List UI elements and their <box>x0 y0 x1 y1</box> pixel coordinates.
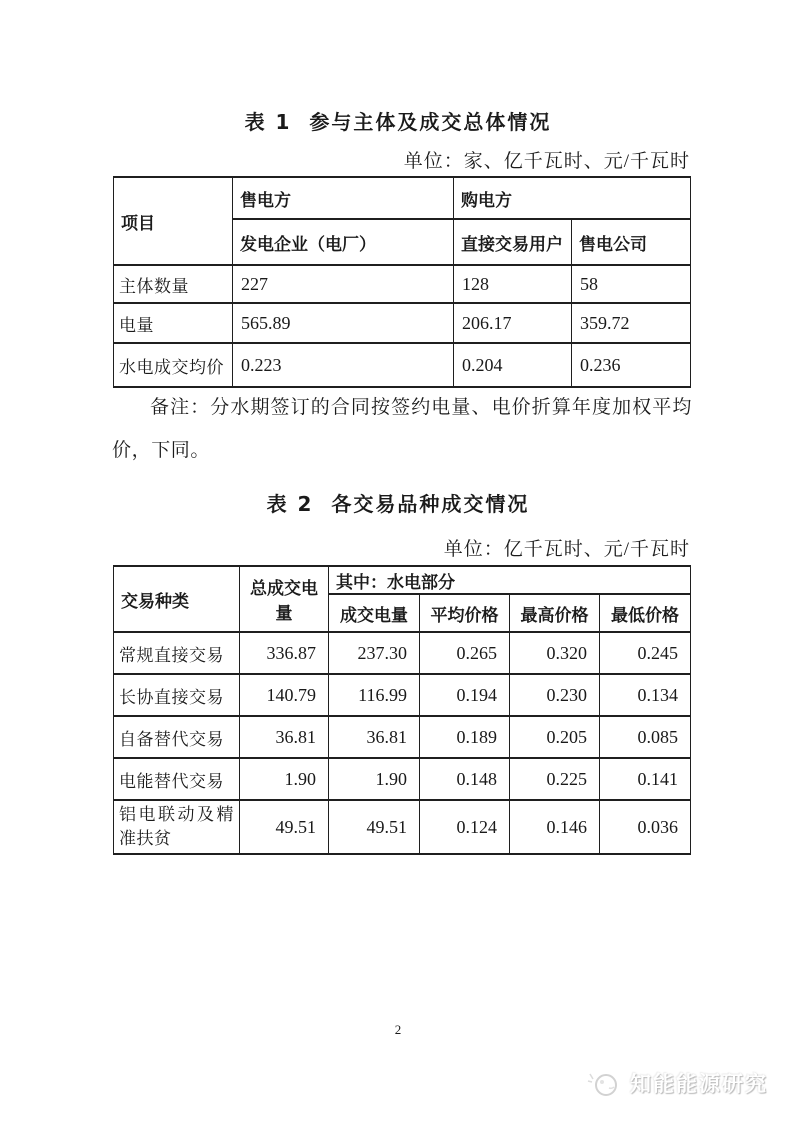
header-cell-buyer-group: 购电方 <box>454 177 691 219</box>
table-row <box>114 343 691 387</box>
value-cell: 359.72 <box>572 303 691 343</box>
label-cell: 长协直接交易 <box>114 674 240 716</box>
value-cell: 0.146 <box>510 800 600 854</box>
label-cell: 铝电联动及精准扶贫 <box>114 800 240 854</box>
header-cell-hydro-group: 其中：水电部分 <box>329 566 691 594</box>
brand-watermark <box>587 1068 768 1098</box>
header-cell-seller-sub: 发电企业（电厂） <box>233 219 454 265</box>
table1-unit-label: 单位：家、亿千瓦时、元/千瓦时 <box>403 151 690 172</box>
table1-title: 表 1 参与主体及成交总体情况 <box>244 110 552 134</box>
value-cell: 36.81 <box>240 716 329 758</box>
watermark-text: 知能能源研究 <box>630 1072 768 1096</box>
brand-logo-icon <box>587 1068 621 1098</box>
value-cell: 0.085 <box>600 716 691 758</box>
table2-title: 表 2 各交易品种成交情况 <box>266 492 530 516</box>
label-cell: 电量 <box>114 303 233 343</box>
value-cell: 565.89 <box>233 303 454 343</box>
value-cell: 227 <box>233 265 454 303</box>
value-cell: 49.51 <box>240 800 329 854</box>
label-cell: 主体数量 <box>114 265 233 303</box>
table-row <box>114 674 691 716</box>
page-number: 2 <box>394 1022 402 1037</box>
header-cell-sub4: 最低价格 <box>600 594 691 632</box>
value-cell: 36.81 <box>329 716 420 758</box>
table1-participants <box>113 176 691 388</box>
value-cell: 0.230 <box>510 674 600 716</box>
value-cell: 49.51 <box>329 800 420 854</box>
value-cell: 58 <box>572 265 691 303</box>
value-cell: 0.194 <box>420 674 510 716</box>
value-cell: 140.79 <box>240 674 329 716</box>
header-cell-item: 项目 <box>114 177 233 265</box>
label-cell: 电能替代交易 <box>114 758 240 800</box>
value-cell: 0.134 <box>600 674 691 716</box>
value-cell: 1.90 <box>240 758 329 800</box>
value-cell: 1.90 <box>329 758 420 800</box>
value-cell: 0.036 <box>600 800 691 854</box>
value-cell: 206.17 <box>454 303 572 343</box>
value-cell: 0.205 <box>510 716 600 758</box>
table-row <box>114 177 691 219</box>
value-cell: 0.141 <box>600 758 691 800</box>
header-cell-category: 交易种类 <box>114 566 240 632</box>
label-cell: 水电成交均价 <box>114 343 233 387</box>
label-cell: 自备替代交易 <box>114 716 240 758</box>
value-cell: 116.99 <box>329 674 420 716</box>
value-cell: 0.204 <box>454 343 572 387</box>
value-cell: 0.245 <box>600 632 691 674</box>
header-cell-buyer-sub2: 售电公司 <box>572 219 691 265</box>
header-cell-sub1: 成交电量 <box>329 594 420 632</box>
value-cell: 0.189 <box>420 716 510 758</box>
table-row <box>114 758 691 800</box>
table-row <box>114 716 691 758</box>
label-cell: 常规直接交易 <box>114 632 240 674</box>
header-cell-buyer-sub1: 直接交易用户 <box>454 219 572 265</box>
value-cell: 336.87 <box>240 632 329 674</box>
table-row <box>114 632 691 674</box>
value-cell: 0.223 <box>233 343 454 387</box>
table2-trade-types <box>113 565 691 855</box>
table-row <box>114 566 691 594</box>
value-cell: 0.225 <box>510 758 600 800</box>
header-cell-sub3: 最高价格 <box>510 594 600 632</box>
table-row <box>114 800 691 854</box>
table2-unit-label: 单位：亿千瓦时、元/千瓦时 <box>443 539 690 560</box>
header-cell-total-volume: 总成交电量 <box>240 566 329 632</box>
value-cell: 128 <box>454 265 572 303</box>
header-cell-sub2: 平均价格 <box>420 594 510 632</box>
value-cell: 0.236 <box>572 343 691 387</box>
value-cell: 0.320 <box>510 632 600 674</box>
value-cell: 0.265 <box>420 632 510 674</box>
table1-note: 备注：分水期签订的合同按签约电量、电价折算年度加权平均价，下同。 <box>112 397 692 461</box>
value-cell: 237.30 <box>329 632 420 674</box>
value-cell: 0.124 <box>420 800 510 854</box>
table-row <box>114 265 691 303</box>
value-cell: 0.148 <box>420 758 510 800</box>
table-row <box>114 303 691 343</box>
header-cell-seller-group: 售电方 <box>233 177 454 219</box>
